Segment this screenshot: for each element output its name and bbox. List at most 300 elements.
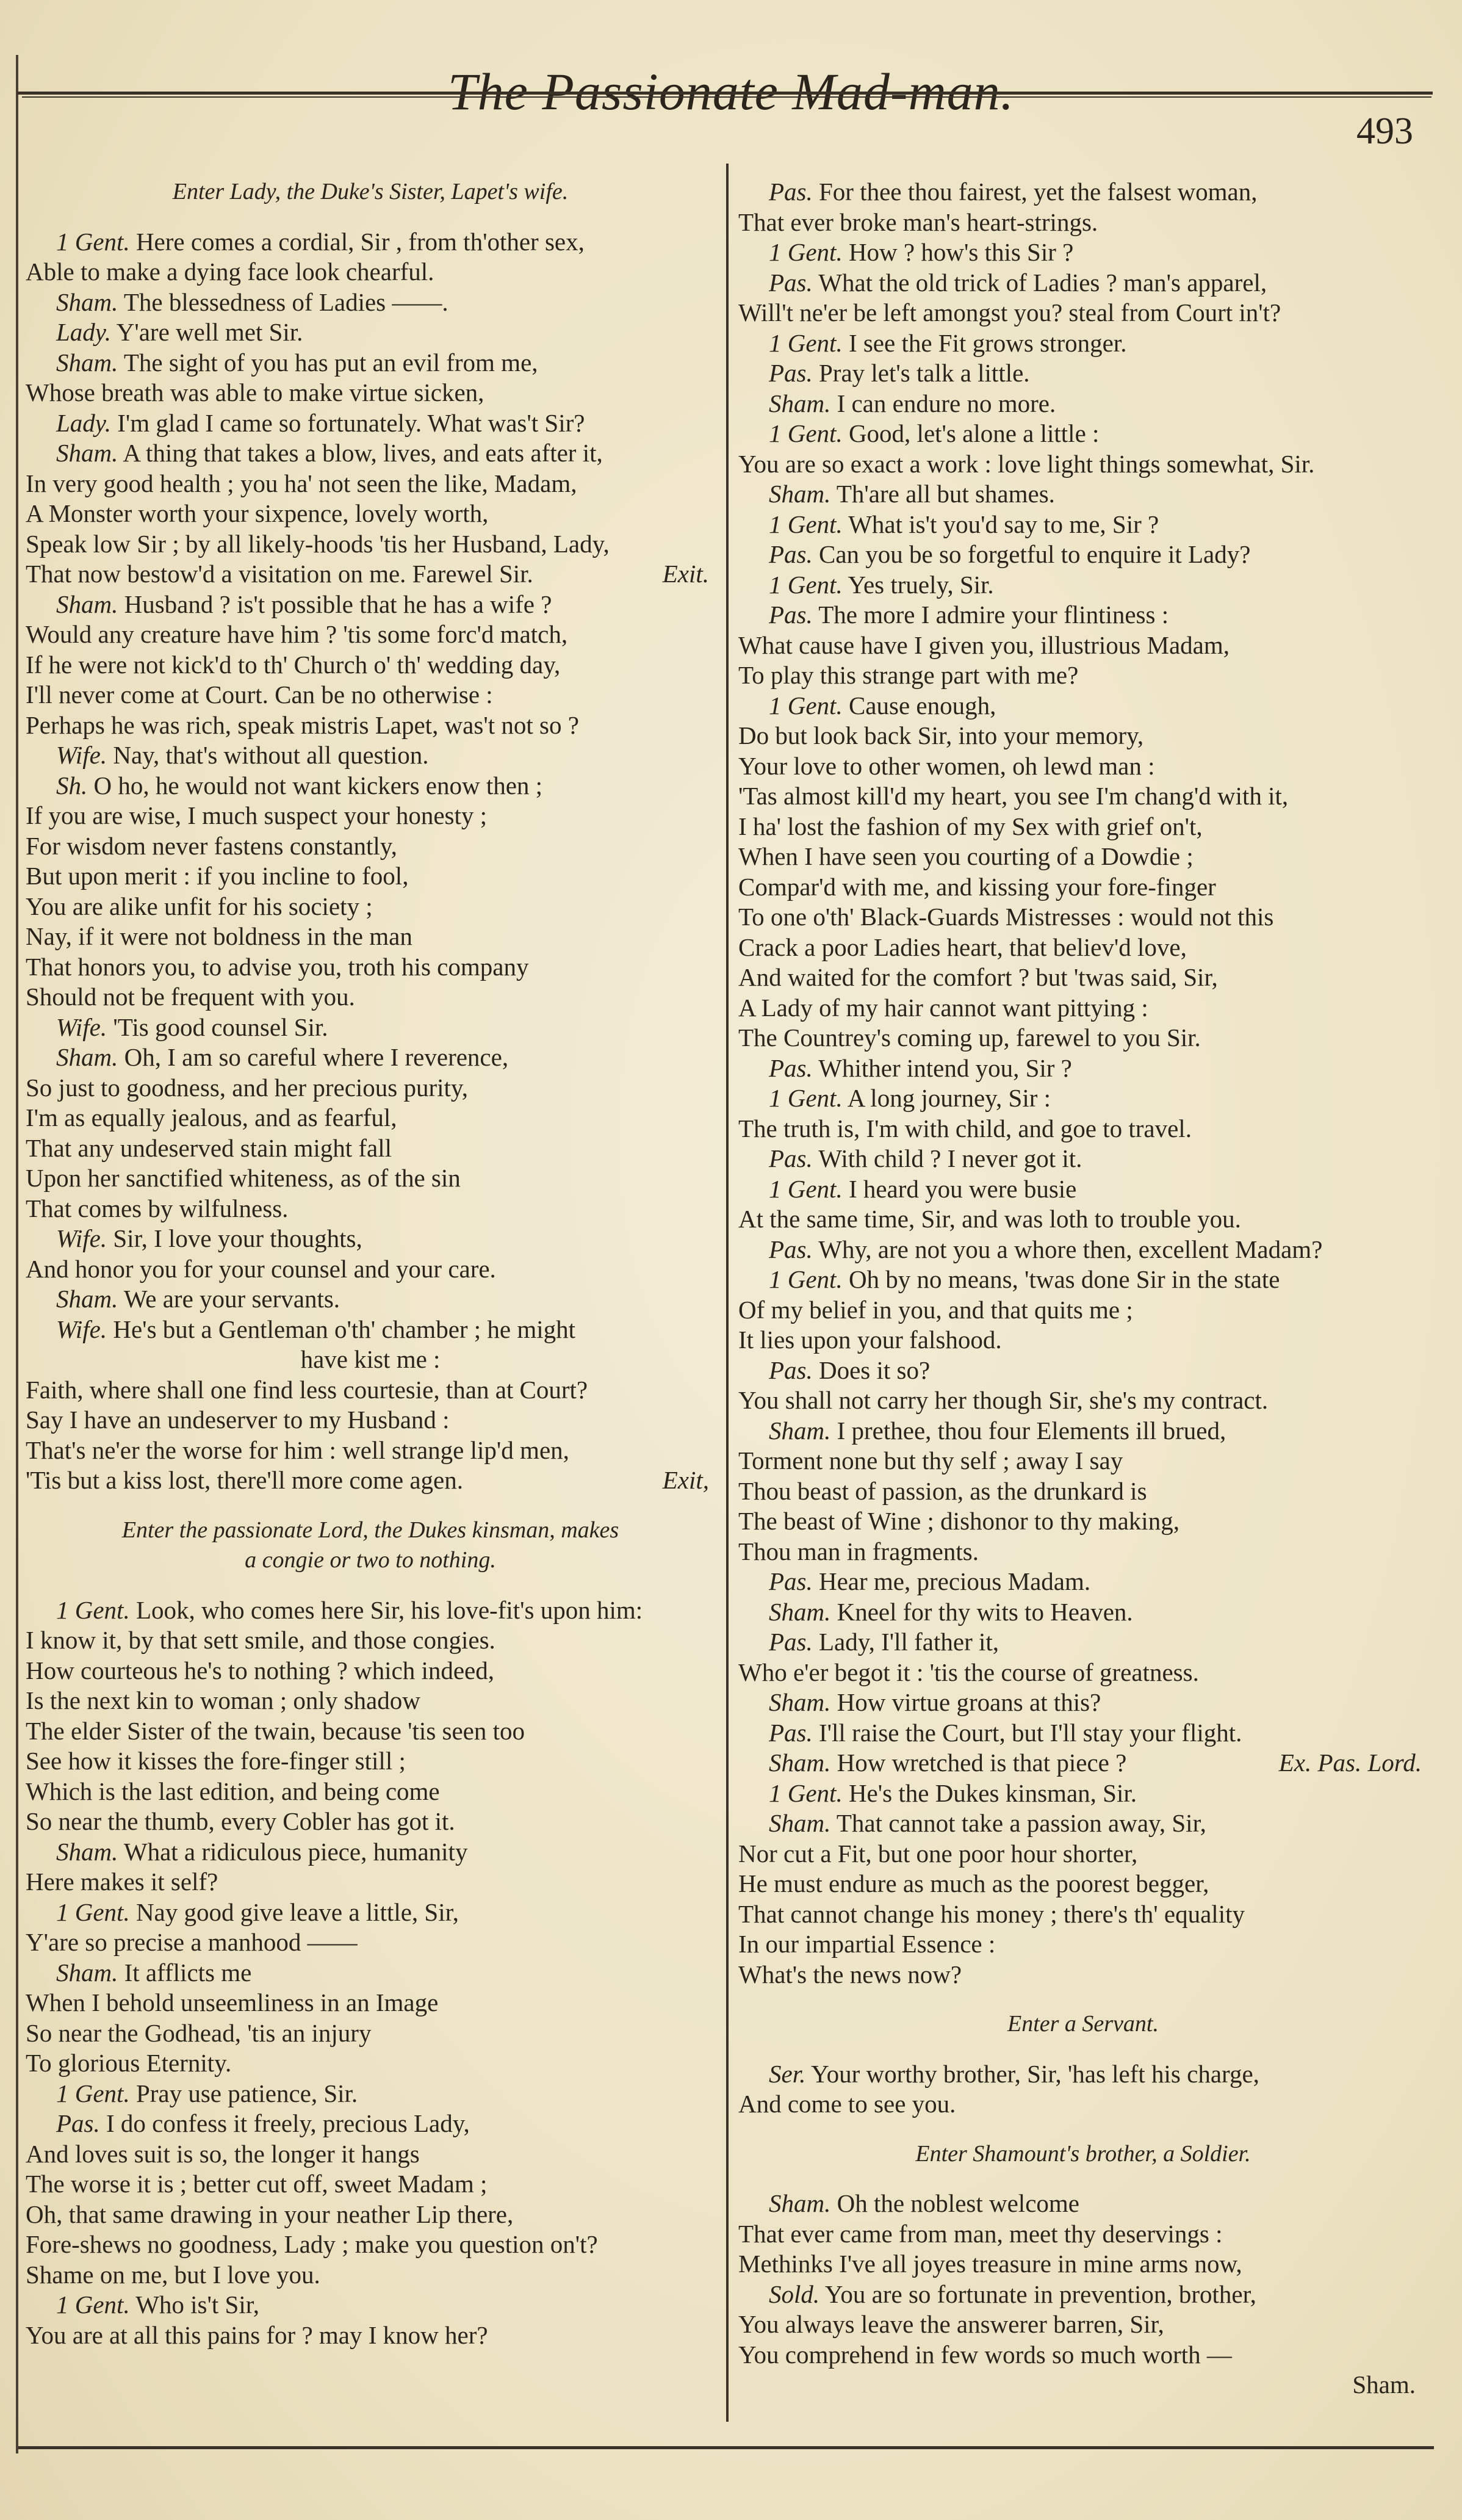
verse-line (738, 721, 1428, 751)
blank-line (738, 2040, 1428, 2059)
line-text: I do confess it freely, precious Lady, (106, 2109, 470, 2137)
verse-line (26, 1897, 715, 1928)
line-text: For wisdom never fastens constantly, (26, 831, 397, 860)
line-text: What the old trick of Ladies ? man's apparel, (818, 268, 1267, 297)
speaker-name: Ser. (769, 2059, 806, 2088)
verse-line (738, 1748, 1428, 1778)
verse-line (738, 1808, 1428, 1839)
verse-line (26, 1595, 715, 1626)
line-text: Pray use patience, Sir. (135, 2079, 358, 2107)
line-text: He's but a Gentleman o'th' chamber ; he might (113, 1315, 576, 1343)
verse-line (26, 378, 715, 408)
speaker-name: Sham. (56, 1285, 118, 1313)
speaker-name: Pas. (769, 1144, 813, 1172)
line-text: A thing that takes a blow, lives, and eats after it, (123, 439, 603, 467)
verse-line (26, 1284, 715, 1315)
verse-line (26, 1837, 715, 1868)
verse-line (26, 680, 715, 710)
line-text: Thou beast of passion, as the drunkard is (738, 1476, 1147, 1505)
speaker-name: Wife. (56, 1224, 107, 1252)
speaker-name: 1 Gent. (769, 570, 843, 599)
verse-line (26, 1375, 715, 1406)
verse-line (738, 902, 1428, 933)
line-text: Y'are so precise a manhood —— (26, 1928, 358, 1956)
line-text: If he were not kick'd to th' Church o' th' wedding day, (26, 650, 561, 679)
verse-line (738, 177, 1428, 208)
verse-line (738, 1325, 1428, 1356)
line-text: Nay, if it were not boldness in the man (26, 922, 412, 950)
line-text: Whither intend you, Sir ? (818, 1053, 1072, 1082)
verse-line (738, 1235, 1428, 1265)
verse-line (738, 2189, 1428, 2219)
verse-line (26, 922, 715, 952)
line-text: Here makes it self? (26, 1868, 218, 1896)
line-text: In our impartial Essence : (738, 1930, 996, 1958)
line-text: 'Tas almost kill'd my heart, you see I'm chang'd with it, (738, 782, 1289, 810)
stage-direction (738, 2009, 1428, 2040)
line-text: Do but look back Sir, into your memory, (738, 721, 1144, 749)
verse-line (738, 781, 1428, 812)
line-text: When I have seen you courting of a Dowdie ; (738, 842, 1194, 870)
speaker-name: Wife. (56, 741, 107, 769)
line-text: And honor you for your counsel and your care. (26, 1254, 496, 1283)
verse-line (26, 892, 715, 922)
line-text: For thee thou fairest, yet the falsest woman, (819, 178, 1258, 206)
verse-line (26, 771, 715, 801)
verse-line (26, 438, 715, 469)
verse-line (738, 1023, 1428, 1053)
line-text: A long journey, Sir : (847, 1084, 1051, 1112)
verse-line (26, 710, 715, 741)
line-text: Crack a poor Ladies heart, that believ'd love, (738, 933, 1187, 961)
blank-line (738, 2120, 1428, 2139)
line-text: So near the thumb, every Cobler has got it. (26, 1807, 455, 1835)
blank-line (26, 1576, 715, 1595)
line-text: Whose breath was able to make virtue sicken, (26, 378, 484, 406)
verse-line (26, 619, 715, 650)
speaker-name: 1 Gent. (769, 691, 843, 720)
line-text: And waited for the comfort ? but 'twas said, Sir, (738, 963, 1218, 991)
line-text: Enter the passionate Lord, the Dukes kinsman, makes (121, 1517, 619, 1543)
verse-line (26, 2018, 715, 2049)
verse-line (738, 1204, 1428, 1235)
verse-line (26, 801, 715, 831)
verse-line (26, 952, 715, 983)
line-text: Nay good give leave a little, Sir, (135, 1897, 459, 1926)
right-column (738, 177, 1428, 2400)
line-text: So near the Godhead, 'tis an injury (26, 2018, 372, 2047)
line-text: Oh, I am so careful where I reverence, (124, 1043, 509, 1071)
page-left-border (16, 55, 18, 2453)
verse-line (738, 268, 1428, 298)
verse-line (738, 1567, 1428, 1597)
verse-line (26, 1465, 715, 1496)
speaker-name: 1 Gent. (56, 2079, 130, 2107)
line-text: Of my belief in you, and that quits me ; (738, 1295, 1133, 1324)
verse-line (26, 1405, 715, 1435)
verse-line (738, 1537, 1428, 1567)
speaker-name: Sham. (56, 1837, 118, 1866)
verse-line (738, 1446, 1428, 1476)
line-text: So just to goodness, and her precious purity, (26, 1073, 469, 1102)
line-text: Will't ne'er be left amongst you? steal from Court in't? (738, 298, 1281, 327)
verse-line (738, 872, 1428, 903)
verse-line (738, 449, 1428, 480)
line-text: Should not be frequent with you. (26, 983, 355, 1011)
line-text: That honors you, to advise you, troth his company (26, 952, 529, 981)
verse-line (738, 1960, 1428, 1990)
line-text: How ? how's this Sir ? (848, 238, 1074, 266)
line-text: Nor cut a Fit, but one poor hour shorter, (738, 1839, 1138, 1868)
verse-line (26, 2200, 715, 2230)
verse-line (738, 1295, 1428, 1326)
line-text: It lies upon your falshood. (738, 1326, 1002, 1354)
verse-line (738, 2249, 1428, 2280)
line-text: If you are wise, I much suspect your honesty ; (26, 801, 488, 829)
verse-line (26, 1867, 715, 1897)
verse-line (738, 1265, 1428, 1295)
speaker-name: Wife. (56, 1013, 107, 1041)
line-text: What cause have I given you, illustrious Madam, (738, 630, 1230, 659)
speaker-name: Sham. (769, 1688, 831, 1716)
verse-line (26, 2260, 715, 2291)
verse-line (738, 298, 1428, 328)
verse-line (26, 2290, 715, 2320)
exit-direction: Exit. (662, 560, 709, 588)
header-rule (17, 92, 1433, 95)
verse-line (26, 861, 715, 892)
verse-line (738, 2219, 1428, 2250)
speaker-name: Sham. (769, 1597, 831, 1626)
verse-line (738, 1869, 1428, 1899)
verse-line (26, 2139, 715, 2170)
verse-line (26, 2048, 715, 2079)
line-text: Able to make a dying face look chearful. (26, 258, 434, 286)
line-text: a congie or two to nothing. (245, 1547, 496, 1573)
speaker-name: Wife. (56, 1315, 107, 1343)
verse-line (738, 479, 1428, 510)
verse-line (26, 650, 715, 681)
speaker-name: Sham. (769, 480, 831, 508)
line-text: Enter a Servant. (1007, 2011, 1159, 2037)
line-text: The beast of Wine ; dishonor to thy making, (738, 1507, 1179, 1535)
speaker-name: Sham. (56, 439, 118, 467)
verse-line (738, 237, 1428, 268)
verse-line (26, 2320, 715, 2351)
verse-line (26, 2169, 715, 2200)
speaker-name: Pas. (769, 1567, 813, 1595)
line-text: I'm glad I came so fortunately. What was't Sir? (117, 408, 585, 437)
line-text: That any undeserved stain might fall (26, 1133, 392, 1162)
verse-line (738, 2059, 1428, 2090)
speaker-name: Pas. (769, 1718, 813, 1747)
speaker-name: Pas. (769, 1235, 813, 1263)
line-text: That now bestow'd a visitation on me. Farewel Sir. (26, 560, 533, 588)
verse-line (738, 1658, 1428, 1688)
stage-direction (26, 177, 715, 208)
verse-line (738, 630, 1428, 661)
line-text: Which is the last edition, and being come (26, 1777, 440, 1805)
line-text: I heard you were busie (848, 1174, 1077, 1203)
line-text: A Lady of my hair cannot want pittying : (738, 993, 1148, 1022)
line-text: To glorious Eternity. (26, 2049, 232, 2077)
speaker-name: Sham. (56, 1043, 118, 1071)
line-text: The Countrey's coming up, farewel to you Sir. (738, 1024, 1201, 1052)
line-text: What's the news now? (738, 1960, 962, 1988)
line-text: To play this strange part with me? (738, 661, 1079, 689)
verse-line (26, 499, 715, 529)
line-text: Look, who comes here Sir, his love-fit's upon him: (135, 1595, 643, 1624)
verse-line (26, 529, 715, 560)
line-text: Here comes a cordial, Sir , from th'other sex, (135, 227, 585, 256)
verse-line (26, 1042, 715, 1073)
line-text: That ever broke man's heart-strings. (738, 208, 1098, 236)
line-text: I prethee, thou four Elements ill brued, (837, 1416, 1226, 1445)
verse-line (738, 962, 1428, 993)
line-text: Sir, I love your thoughts, (113, 1224, 362, 1252)
line-text: Y'are well met Sir. (116, 318, 303, 346)
line-text: I'll raise the Court, but I'll stay your flight. (819, 1718, 1242, 1747)
verse-line (26, 287, 715, 318)
line-text: Th'are all but shames. (836, 480, 1055, 508)
verse-line (26, 1625, 715, 1656)
verse-line (738, 993, 1428, 1024)
verse-line (738, 1476, 1428, 1507)
line-text: Torment none but thy self ; away I say (738, 1446, 1123, 1475)
speaker-name: Pas. (769, 540, 813, 568)
speaker-name: Sham. (56, 348, 118, 377)
line-text: Yes truely, Sir. (848, 570, 994, 599)
verse-line (738, 208, 1428, 238)
verse-line (738, 1385, 1428, 1416)
line-text: Hear me, precious Madam. (819, 1567, 1091, 1595)
line-text: It afflicts me (124, 1958, 252, 1987)
line-text: Compar'd with me, and kissing your fore-finger (738, 872, 1216, 901)
line-text: That cannot take a passion away, Sir, (836, 1809, 1206, 1837)
line-text: Methinks I've all joyes treasure in mine arms now, (738, 2250, 1242, 2278)
speaker-name: Sham. (769, 1809, 831, 1837)
line-text: To one o'th' Black-Guards Mistresses : would not this (738, 903, 1274, 931)
line-text: I see the Fit grows stronger. (848, 328, 1127, 357)
line-text: That cannot change his money ; there's th' equality (738, 1899, 1245, 1928)
verse-line (26, 1807, 715, 1837)
verse-line (26, 2229, 715, 2260)
line-text: Enter Shamount's brother, a Soldier. (915, 2140, 1251, 2167)
line-text: Is the next kin to woman ; only shadow (26, 1686, 420, 1714)
verse-line (738, 540, 1428, 570)
line-text: The worse it is ; better cut off, sweet Madam ; (26, 2170, 488, 2198)
speaker-name: 1 Gent. (769, 1174, 843, 1203)
verse-line (738, 419, 1428, 449)
speaker-name: 1 Gent. (769, 1265, 843, 1293)
verse-line (26, 1716, 715, 1747)
verse-line (738, 358, 1428, 389)
line-text: I ha' lost the fashion of my Sex with grief on't, (738, 812, 1203, 840)
header-rule-thin (22, 96, 1431, 98)
line-text: You are alike unfit for his society ; (26, 892, 373, 920)
line-text: And come to see you. (738, 2090, 956, 2118)
line-text: You are at all this pains for ? may I know her? (26, 2320, 488, 2349)
line-text: The sight of you has put an evil from me, (123, 348, 538, 377)
verse-line (738, 389, 1428, 419)
speaker-name: Pas. (769, 268, 813, 297)
line-text: Speak low Sir ; by all likely-hoods 'tis her Husband, Lady, (26, 529, 610, 558)
line-text: Say I have an undeserver to my Husband : (26, 1406, 450, 1434)
line-text: The blessedness of Ladies ——. (123, 287, 448, 316)
line-text: How courteous he's to nothing ? which indeed, (26, 1656, 495, 1684)
line-text: Who is't Sir, (135, 2291, 259, 2319)
verse-line (738, 842, 1428, 872)
verse-line (26, 1927, 715, 1958)
speaker-name: Pas. (769, 601, 813, 629)
verse-line (738, 2089, 1428, 2120)
verse-line (26, 1988, 715, 2018)
speaker-name: Sold. (769, 2280, 820, 2308)
line-text: Why, are not you a whore then, excellent Madam? (818, 1235, 1323, 1263)
verse-line (26, 1656, 715, 1686)
line-text: How wretched is that piece ? (837, 1749, 1127, 1777)
line-text: The truth is, I'm with child, and goe to travel. (738, 1114, 1192, 1143)
line-text: He must endure as much as the poorest begger, (738, 1869, 1209, 1897)
verse-line (26, 469, 715, 499)
verse-line (738, 328, 1428, 359)
line-text: And loves suit is so, the longer it hangs (26, 2139, 420, 2168)
line-text: Cause enough, (848, 691, 996, 720)
line-text: Would any creature have him ? 'tis some forc'd match, (26, 620, 568, 648)
line-text: When I behold unseemliness in an Image (26, 1988, 439, 2016)
verse-line (26, 1777, 715, 1807)
line-text: O ho, he would not want kickers enow then ; (93, 771, 543, 800)
line-text: Oh by no means, 'twas done Sir in the state (848, 1265, 1280, 1293)
verse-line (26, 257, 715, 287)
line-text: Good, let's alone a little : (848, 419, 1100, 447)
line-text: What is't you'd say to me, Sir ? (848, 510, 1159, 538)
line-text: You always leave the answerer barren, Sir, (738, 2310, 1164, 2338)
blank-line (26, 1496, 715, 1515)
line-text: Kneel for thy wits to Heaven. (837, 1597, 1133, 1626)
verse-line (738, 1144, 1428, 1174)
stage-direction (26, 1545, 715, 1576)
verse-line (738, 660, 1428, 691)
verse-line (26, 1224, 715, 1254)
verse-line (738, 751, 1428, 782)
page-number: 493 (1356, 110, 1413, 152)
verse-line (738, 1506, 1428, 1537)
line-text: Oh, that same drawing in your neather Lip there, (26, 2200, 514, 2228)
verse-line (738, 1627, 1428, 1658)
line-text: How virtue groans at this? (837, 1688, 1101, 1716)
verse-line (738, 1778, 1428, 1809)
verse-line (26, 1686, 715, 1716)
line-text: But upon merit : if you incline to fool, (26, 862, 409, 890)
line-text: I'll never come at Court. Can be no otherwise : (26, 681, 493, 709)
verse-line (738, 600, 1428, 630)
speaker-name: 1 Gent. (769, 238, 843, 266)
line-text: In very good health ; you ha' not seen the like, Madam, (26, 469, 577, 497)
line-text: That's ne'er the worse for him : well strange lip'd men, (26, 1435, 569, 1464)
verse-line (26, 1013, 715, 1043)
line-text: Lady, I'll father it, (819, 1628, 999, 1656)
line-text: You comprehend in few words so much worth — (738, 2340, 1232, 2369)
line-text: What a ridiculous piece, humanity (123, 1837, 468, 1866)
speaker-name: Sham. (56, 590, 118, 618)
line-text: Fore-shews no goodness, Lady ; make you question on't? (26, 2230, 598, 2258)
verse-line (738, 691, 1428, 721)
speaker-name: Lady. (56, 408, 111, 437)
verse-line (26, 559, 715, 590)
speaker-name: Pas. (56, 2109, 100, 2137)
speaker-name: Sham. (56, 1958, 118, 1987)
speaker-name: Sham. (769, 2189, 831, 2217)
blank-line (26, 208, 715, 227)
verse-line (738, 1114, 1428, 1144)
exit-direction: Ex. Pas. Lord. (1278, 1749, 1422, 1777)
speaker-name: Pas. (769, 178, 813, 206)
line-text: 'Tis good counsel Sir. (113, 1013, 328, 1041)
verse-line (738, 1929, 1428, 1960)
line-text: Sham. (1352, 2370, 1416, 2399)
verse-line (738, 933, 1428, 963)
line-text: I'm as equally jealous, and as fearful, (26, 1103, 397, 1132)
verse-line (738, 1839, 1428, 1869)
speaker-name: 1 Gent. (769, 1778, 843, 1807)
line-text: Who e'er begot it : 'tis the course of greatness. (738, 1658, 1199, 1686)
verse-line (738, 2370, 1428, 2400)
line-text: We are your servants. (123, 1285, 340, 1313)
verse-line (26, 227, 715, 258)
line-text: Can you be so forgetful to enquire it Lady? (819, 540, 1251, 568)
line-text: With child ? I never got it. (818, 1144, 1082, 1172)
left-column (26, 177, 715, 2350)
speaker-name: Pas. (769, 1628, 813, 1656)
line-text: Your worthy brother, Sir, 'has left his charge, (811, 2059, 1259, 2088)
exit-direction: Exit, (662, 1466, 709, 1494)
verse-line (738, 510, 1428, 540)
line-text: That comes by wilfulness. (26, 1194, 289, 1222)
line-text: I know it, by that sett smile, and those congies. (26, 1626, 495, 1654)
verse-line (26, 408, 715, 439)
speaker-name: Sham. (769, 389, 831, 417)
speaker-name: 1 Gent. (769, 419, 843, 447)
verse-line (26, 317, 715, 348)
speaker-name: Sham. (769, 1416, 831, 1445)
line-text: Faith, where shall one find less courtesie, than at Court? (26, 1375, 588, 1404)
verse-line (26, 348, 715, 378)
verse-line (738, 1688, 1428, 1718)
speaker-name: 1 Gent. (769, 1084, 843, 1112)
verse-line (26, 1254, 715, 1285)
line-text: You shall not carry her though Sir, she's my contract. (738, 1386, 1269, 1414)
line-text: You are so fortunate in prevention, brother, (824, 2280, 1256, 2308)
verse-line (26, 982, 715, 1013)
line-text: have kist me : (300, 1345, 441, 1373)
verse-line (738, 812, 1428, 842)
speaker-name: Pas. (769, 1053, 813, 1082)
line-text: You are so exact a work : love light things somewhat, Sir. (738, 449, 1315, 478)
running-title: The Passionate Mad-man. (447, 62, 1015, 121)
verse-line (738, 2280, 1428, 2310)
verse-line (26, 1435, 715, 1466)
line-text: Upon her sanctified whiteness, as of the sin (26, 1164, 461, 1192)
verse-line (26, 1345, 715, 1375)
verse-line (738, 2309, 1428, 2340)
speaker-name: 1 Gent. (56, 1595, 130, 1624)
verse-line (738, 1053, 1428, 1084)
blank-line (738, 2169, 1428, 2189)
line-text: At the same time, Sir, and was loth to trouble you. (738, 1205, 1241, 1233)
column-divider (726, 164, 729, 2422)
line-text: The more I admire your flintiness : (818, 601, 1169, 629)
